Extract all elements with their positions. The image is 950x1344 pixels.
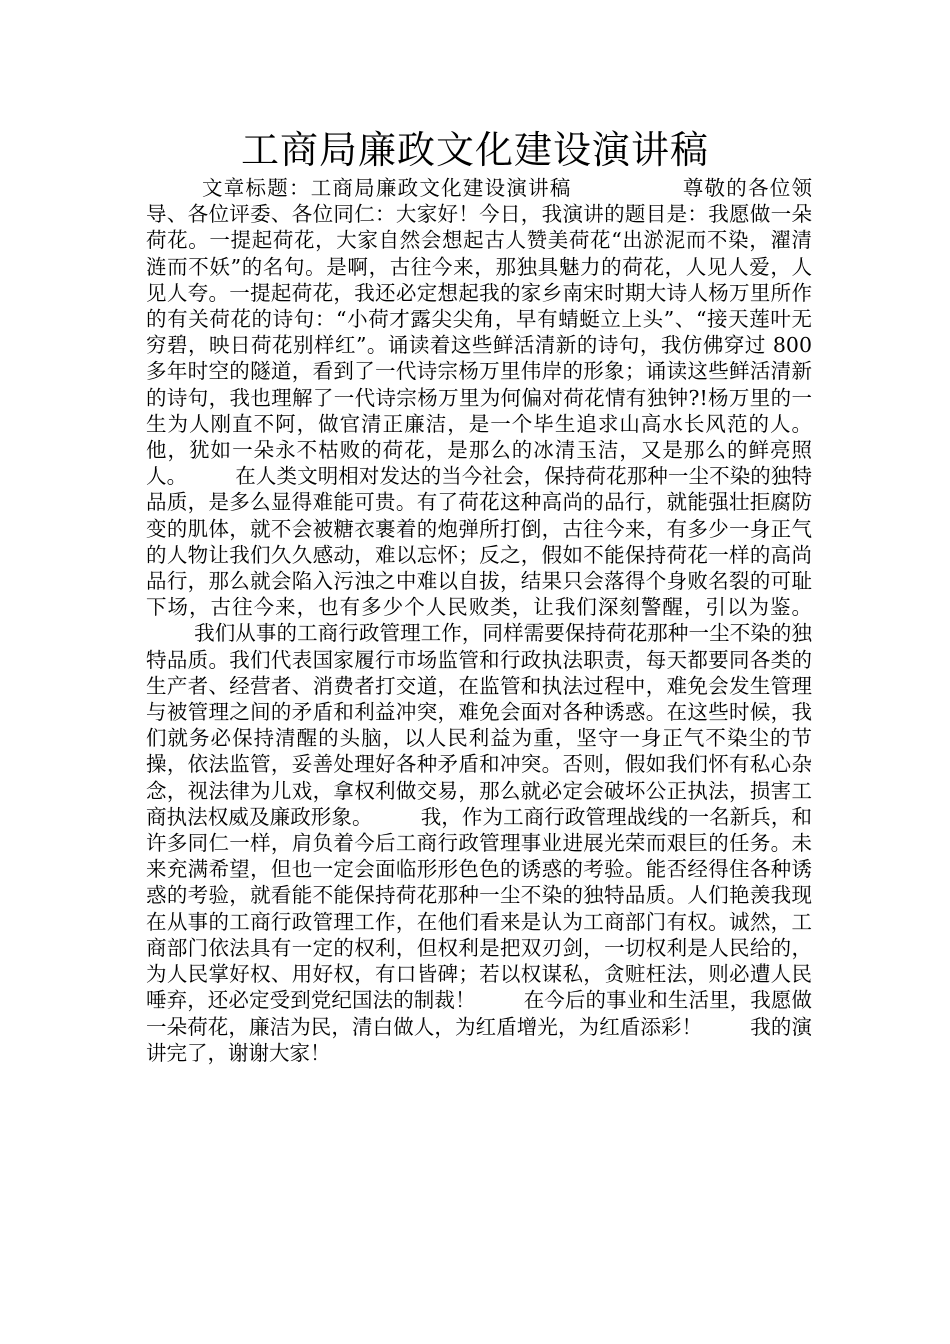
paragraph-society: 在人类文明相对发达的当今社会，保持荷花那种一尘不染的独特品质，是多么显得难能可贵。有了荷花这种高尚的品行，就能强壮拒腐防变的肌体，就不会被糖衣裹着的炮弹所打倒，古往今来，有多少一身正气的人物让我们久久感动，难以忘怀；反之，假如不能保持荷花一样的高尚品行，那么就会陷入污浊之中难以自拔，结果只会落得个身败名裂的可耻下场，古往今来，也有多少个人民败类，让我们深刻警醒，引以为鉴。: [146, 464, 813, 620]
document-title: 工商局廉政文化建设演讲稿: [240, 128, 709, 172]
document-body: [146, 175, 812, 1066]
paragraph-pledge: 在今后的事业和生活里，我愿做一朵荷花，廉洁为民，清白做人，为红盾增光，为红盾添彩！: [146, 988, 813, 1039]
article-title-line: 文章标题：工商局廉政文化建设演讲稿: [202, 176, 572, 200]
paragraph-newcomer: 我，作为工商行政管理战线的一名新兵，和许多同仁一样，肩负着今后工商行政管理事业进展光荣而艰巨的任务。未来充满希望，但也一定会面临形形色色的诱惑的考验。能否经得住各种诱惑的考验，就看能不能保持荷花那种一尘不染的独特品质。人们艳羡我现在从事的工商行政管理工作，在他们看来是认为工商部门有权。诚然，工商部门依法具有一定的权利，但权利是把双刃剑，一切权利是人民给的，为人民掌好权、用好权，有口皆碑；若以权谋私，贪赃枉法，则必遭人民唾弃，还必定受到党纪国法的制裁！: [146, 804, 813, 1013]
paragraph-work: 我们从事的工商行政管理工作，同样需要保持荷花那种一尘不染的独特品质。我们代表国家履行市场监管和行政执法职责，每天都要同各类的生产者、经营者、消费者打交道，在监管和执法过程中，难免会发生管理与被管理之间的矛盾和利益冲突，难免会面对各种诱惑。在这些时候，我们就务必保持清醒的头脑，以人民利益为重，坚守一身正气不染尘的节操，依法监管，妥善处理好各种矛盾和冲突。否则，假如我们怀有私心杂念，视法律为儿戏，拿权利做交易，那么就必定会破坏公正执法，损害工商执法权威及廉政形象。: [146, 621, 812, 829]
paragraph-closing: 我的演讲完了，谢谢大家！: [146, 1014, 813, 1065]
paragraph-opening: 尊敬的各位领导、各位评委、各位同仁：大家好！今日，我演讲的题目是：我愿做一朵荷花。一提起荷花，大家自然会想起古人赞美荷花“出淤泥而不染，濯清涟而不妖”的名句。是啊，古往今来，那独具魅力的荷花，人见人爱，人见人夸。一提起荷花，我还必定想起我的家乡南宋时期大诗人杨万里所作的有关荷花的诗句：“小荷才露尖尖角，早有蜻蜓立上头”、“接天莲叶无穷碧，映日荷花别样红”。诵读着这些鲜活清新的诗句，我仿佛穿过 800 多年时空的隧道，看到了一代诗宗杨万里伟岸的形象；诵读这些鲜活清新的诗句，我也理解了一代诗宗杨万里为何偏对荷花情有独钟?!杨万里的一生为人刚直不阿，做官清正廉洁，是一个毕生追求山高水长风范的人。他，犹如一朵永不枯败的荷花，是那么的冰清玉洁，又是那么的鲜亮照人。: [146, 176, 813, 489]
